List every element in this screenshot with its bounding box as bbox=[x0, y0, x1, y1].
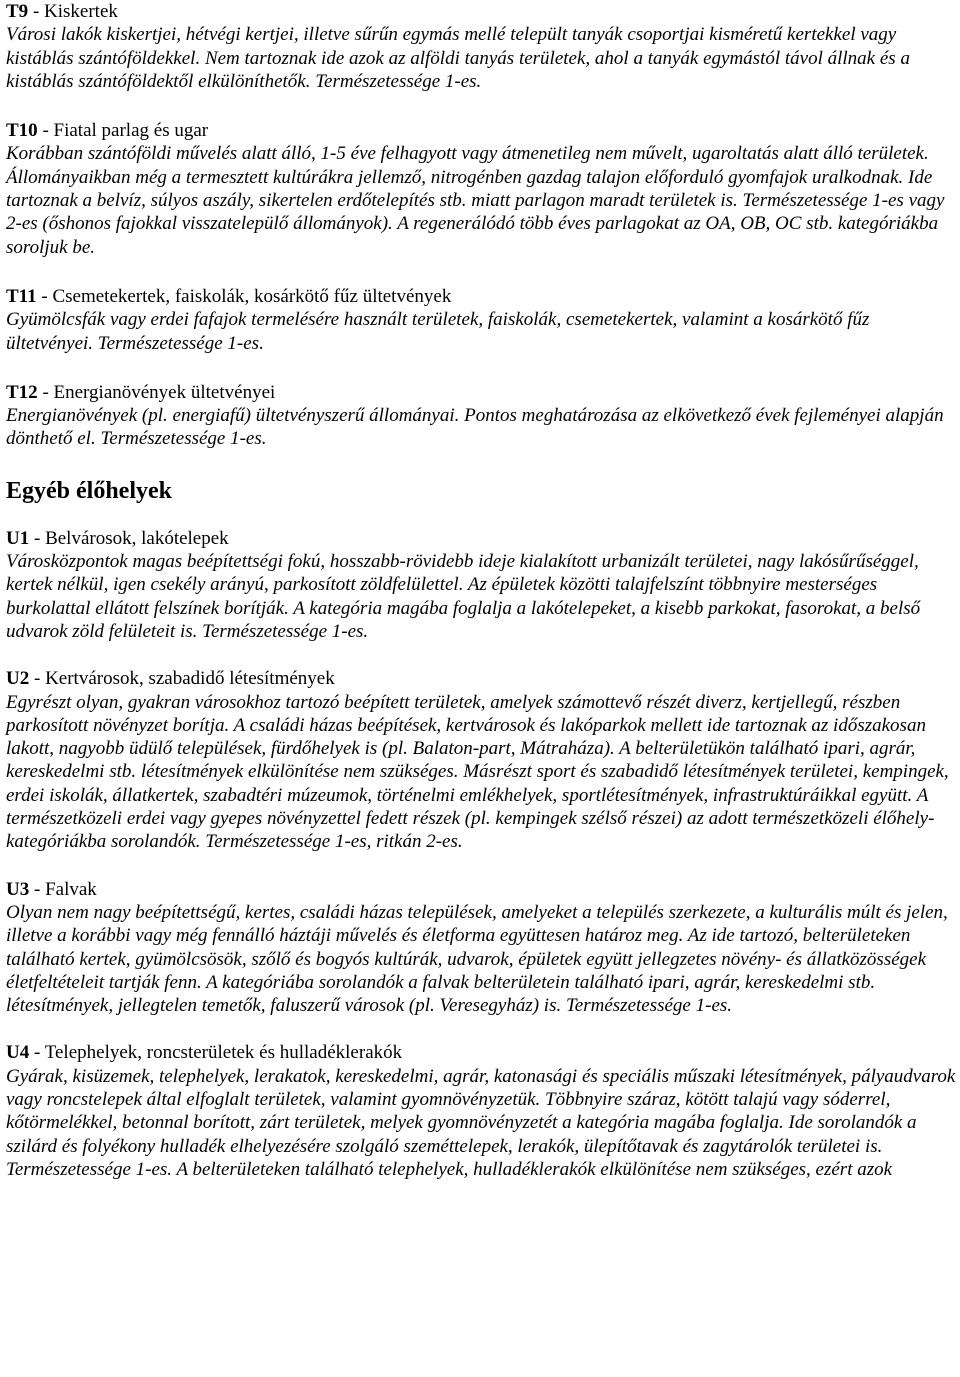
entry-separator: - bbox=[29, 668, 46, 690]
entry-heading bbox=[6, 1041, 956, 1064]
entry-code: U1 bbox=[6, 527, 30, 549]
entry-t10 bbox=[6, 119, 956, 259]
entry-heading bbox=[6, 878, 956, 901]
entry-heading bbox=[6, 527, 956, 550]
entry-title: Csemetekertek, faiskolák, kosárkötő fűz ültetvények bbox=[52, 285, 452, 307]
entry-separator: - bbox=[37, 120, 54, 142]
entry-u2 bbox=[6, 667, 956, 853]
section-title: Egyéb élőhelyek bbox=[6, 477, 172, 504]
entry-separator: - bbox=[29, 527, 46, 549]
entry-u4 bbox=[6, 1041, 956, 1181]
entry-code: T12 bbox=[6, 381, 38, 403]
entry-title: Kertvárosok, szabadidő létesítmények bbox=[45, 668, 335, 690]
entry-description: Energianövények (pl. energiafű) ültetvényszerű állományai. Pontos meghatározása az elkövetkező évek fejleményei alapján dönthető el. Természetessége 1-es. bbox=[6, 405, 944, 450]
entry-u3 bbox=[6, 878, 956, 1018]
entry-description: Gyümölcsfák vagy erdei fafajok termelésére használt területek, faiskolák, csemetekertek, valamint a kosárkötő fűz ültetvényei. Természetessége 1-es. bbox=[6, 309, 870, 354]
entry-title: Belvárosok, lakótelepek bbox=[45, 527, 229, 549]
entry-code: U3 bbox=[6, 878, 30, 900]
entry-description: Gyárak, kisüzemek, telephelyek, lerakatok, kereskedelmi, agrár, katonasági és speciális műszaki létesítmények, pályaudvarok vagy roncstelepek által elfoglalt területek, valamint gyomnövényzetük. Többnyire száraz, kötött talajú vagy sóderrel, kőtörmelékkel, betonnal borított, zárt területek, melyek gyomnövényzetét a kategória magába foglalja. Ide sorolandók a szilárd és folyékony hulladék elhelyezésére szolgáló szeméttelepek, lerakók, ülepítőtavak és zagytárolók területei is. Természetessége 1-es. A belterületeken található telephelyek, hulladéklerakók elkülönítése nem szükséges, ezért azok bbox=[6, 1065, 956, 1180]
entry-t12 bbox=[6, 381, 956, 451]
entry-code: T11 bbox=[6, 285, 37, 307]
entry-description: Korábban szántóföldi művelés alatt álló, 1-5 éve felhagyott vagy átmenetileg nem művelt, ugaroltatás alatt álló területek. Állományaikban még a termesztett kultúrákra jellemző, nitrogénben gazdag talajon előforduló gyomfajok uralkodnak. Ide tartoznak a belvíz, súlyos aszály, sikertelen erdőtelepítés stb. miatt parlagon maradt területek is. Természetessége 1-es vagy 2-es (őshonos fajokkal visszatelepülő állományok). A regenerálódó több éves parlagokat az OA, OB, OC stb. kategóriákba soroljuk be. bbox=[6, 143, 945, 258]
document-page bbox=[6, 0, 956, 1205]
entry-title: Energianövények ültetvényei bbox=[53, 381, 276, 403]
entry-description: Városi lakók kiskertjei, hétvégi kertjei, illetve sűrűn egymás mellé települt tanyák csoportjai kisméretű kertekkel vagy kistáblás szántóföldekkel. Nem tartoznak ide azok az alföldi tanyás területek, ahol a tanyák egymástól távol állnak és a kistáblás szántóföldektől elkülöníthetők. Természetessége 1-es. bbox=[6, 24, 910, 92]
entry-u1 bbox=[6, 527, 956, 643]
entry-description: Városközpontok magas beépítettségi fokú, hosszabb-rövidebb ideje kialakított urbanizált területei, nagy lakósűrűséggel, kertek nélkül, igen csekély arányú, parkosított zöldfelülettel. Az épületek közötti talajfelszínt többnyire mesterséges burkolattal ellátott felszínek borítják. A kategória magába foglalja a lakótelepeket, a kisebb parkokat, fasorokat, a belső udvarok zöld felületeit is. Természetessége 1-es. bbox=[6, 551, 921, 642]
entry-separator: - bbox=[28, 1, 45, 22]
entry-code: T10 bbox=[6, 120, 38, 142]
entry-title: Fiatal parlag és ugar bbox=[53, 120, 209, 142]
entry-heading bbox=[6, 0, 956, 23]
entry-title: Falvak bbox=[45, 878, 97, 900]
entry-heading bbox=[6, 285, 956, 308]
entry-separator: - bbox=[36, 285, 53, 307]
entry-title: Telephelyek, roncsterületek és hulladéklerakók bbox=[44, 1042, 403, 1064]
entry-code: U2 bbox=[6, 668, 30, 690]
entry-heading bbox=[6, 381, 956, 404]
entry-title: Kiskertek bbox=[44, 1, 118, 22]
entry-separator: - bbox=[37, 381, 54, 403]
entry-separator: - bbox=[29, 1042, 45, 1064]
entry-description: Egyrészt olyan, gyakran városokhoz tartozó beépített területek, amelyek számottevő részét diverz, kertjellegű, részben parkosított növényzet borítja. A családi házas beépítések, kertvárosok és lakóparkok mellett ide tartoznak az időszakosan lakott, nagyobb üdülő települések, fürdőhelyek is (pl. Balaton-part, Mátraháza). A belterületükön található ipari, agrár, kereskedelmi stb. létesítmények elkülönítése nem szükséges. Másrészt sport és szabadidő létesítmények területei, kempingek, erdei iskolák, állatkertek, szabadtéri múzeumok, történelmi emlékhelyek, sportlétesítmények, infrastruktúráikkal együtt. A természetközeli erdei vagy gyepes növényzettel fedett részek (pl. kempingek szélső részei) az adott természetközeli élőhely-kategóriákba sorolandók. Természetessége 1-es, ritkán 2-es. bbox=[6, 691, 949, 853]
entry-separator: - bbox=[29, 878, 46, 900]
entry-heading bbox=[6, 119, 956, 142]
entry-code: U4 bbox=[6, 1042, 30, 1064]
entry-t11 bbox=[6, 285, 956, 355]
entry-description: Olyan nem nagy beépítettségű, kertes, családi házas települések, amelyeket a település szerkezete, a kulturális múlt és jelen, illetve a korábbi vagy még fennálló háztáji művelés és életforma együttesen határoz meg. Az ide tartozó, belterületeken található kertek, gyümölcsösök, szőlő és bogyós kultúrák, udvarok, épületek együtt jellegzetes növény- és állatközösségek életfeltételeit tartják fenn. A kategóriába sorolandók a falvak belterületein található ipari, agrár, kereskedelmi stb. létesítmények, jellegtelen temetők, faluszerű városok (pl. Veresegyház) is. Természetessége 1-es. bbox=[6, 901, 948, 1017]
entry-t9 bbox=[6, 0, 956, 93]
entry-code: T9 bbox=[6, 1, 29, 22]
entry-heading bbox=[6, 667, 956, 690]
